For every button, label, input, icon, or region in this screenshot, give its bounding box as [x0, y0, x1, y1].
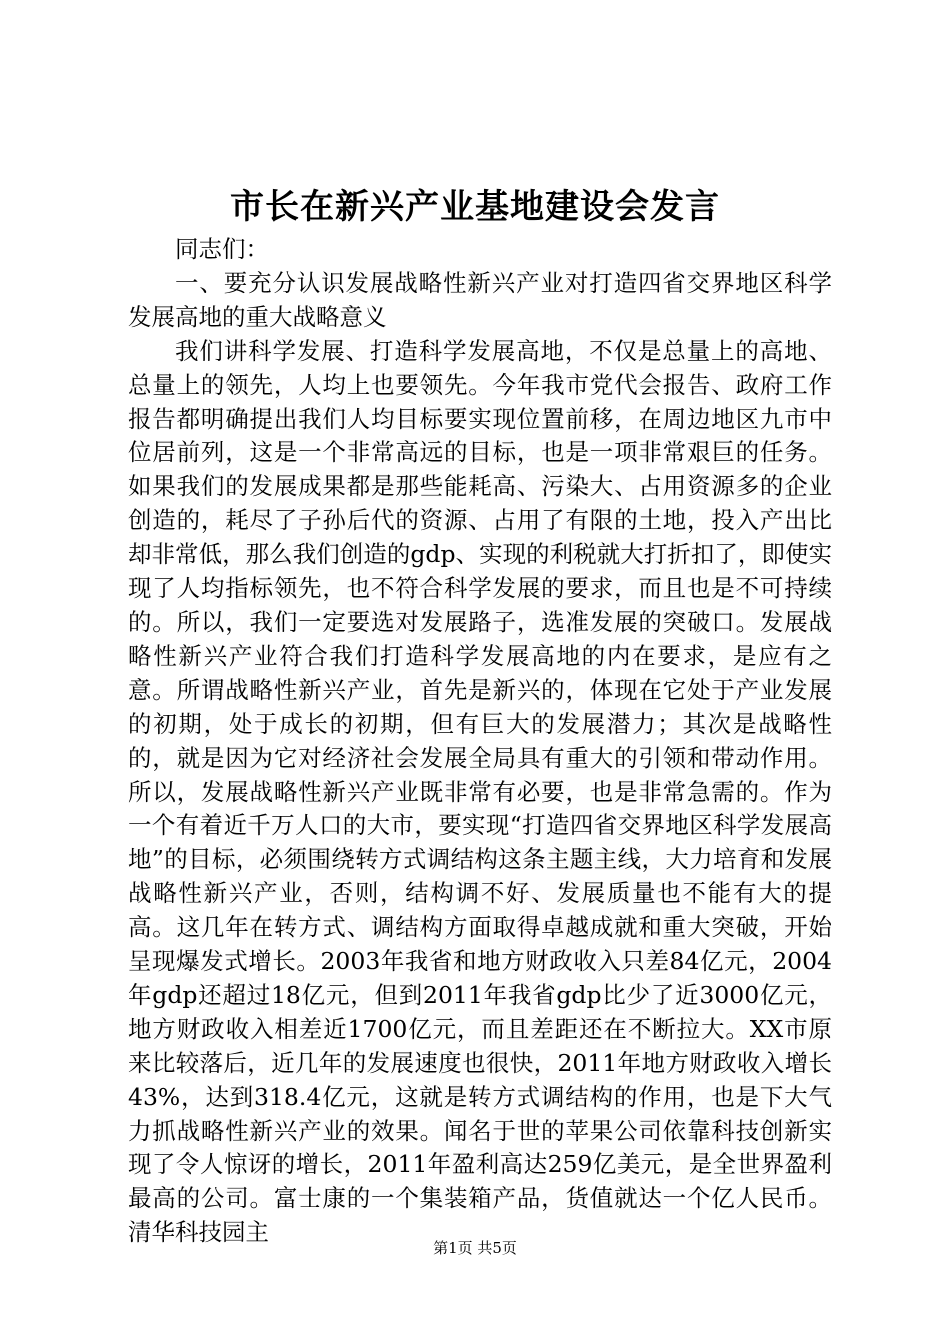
document-title: 市长在新兴产业基地建设会发言 [230, 187, 720, 227]
page-number-footer: 第1页 共5页 [433, 1239, 517, 1257]
section-heading-paragraph: 一、要充分认识发展战略性新兴产业对打造四省交界地区科学发展高地的重大战略意义 [128, 268, 832, 331]
document-body [128, 233, 832, 1250]
salutation-paragraph: 同志们： [175, 235, 269, 263]
body-paragraph: 我们讲科学发展、打造科学发展高地，不仅是总量上的高地、总量上的领先，人均上也要领先。今年我市党代会报告、政府工作报告都明确提出我们人均目标要实现位置前移，在周边地区九市中位居前列，这是一个非常高远的目标，也是一项非常艰巨的任务。如果我们的发展成果都是那些能耗高、污染大、占用资源多的企业创造的，耗尽了子孙后代的资源、占用了有限的土地，投入产出比却非常低，那么我们创造的gdp、实现的利税就大打折扣了，即使实现了人均指标领先，也不符合科学发展的要求，而且也是不可持续的。所以，我们一定要选对发展路子，选准发展的突破口。发展战略性新兴产业符合我们打造科学发展高地的内在要求，是应有之意。所谓战略性新兴产业，首先是新兴的，体现在它处于产业发展的初期，处于成长的初期，但有巨大的发展潜力；其次是战略性的，就是因为它对经济社会发展全局具有重大的引领和带动作用。所以，发展战略性新兴产业既非常有必要，也是非常急需的。作为一个有着近千万人口的大市，要实现“打造四省交界地区科学发展高地”的目标，必须围绕转方式调结构这条主题主线，大力培育和发展战略性新兴产业，否则，结构调不好、发展质量也不能有大的提高。这几年在转方式、调结构方面取得卓越成就和重大突破，开始呈现爆发式增长。2003年我省和地方财政收入只差84亿元，2004年gdp还超过18亿元，但到2011年我省gdp比少了近3000亿元，地方财政收入相差近1700亿元，而且差距还在不断拉大。XX市原来比较落后，近几年的发展速度也很快，2011年地方财政收入增长43%，达到318.4亿元，这就是转方式调结构的作用，也是下大气力抓战略性新兴产业的效果。闻名于世的苹果公司依靠科技创新实现了令人惊讶的增长，2011年盈利高达259亿美元，是全世界盈利最高的公司。富士康的一个集装箱产品，货值就达一个亿人民币。清华科技园主 [128, 336, 832, 1247]
